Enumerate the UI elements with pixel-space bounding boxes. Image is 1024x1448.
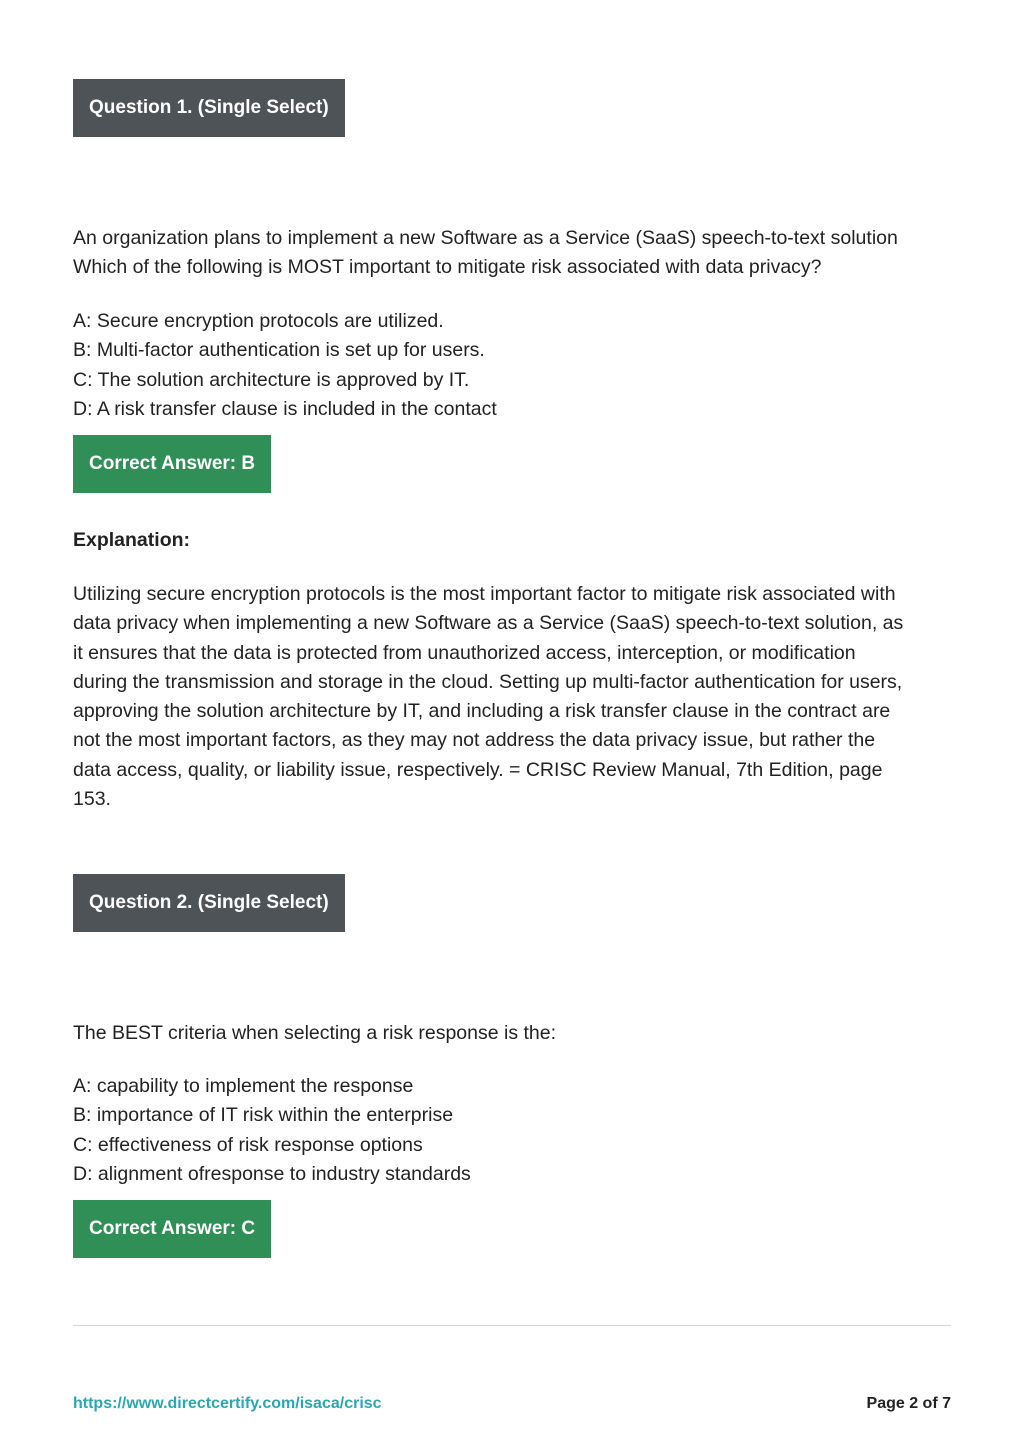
question-2-header <box>73 874 345 932</box>
question-1-stem <box>73 224 951 283</box>
explanation-heading-wrap <box>73 526 190 555</box>
option-b: B: Multi-factor authentication is set up for users. <box>73 339 485 362</box>
explanation-line: it ensures that the data is protected from unauthorized access, interception, or modification <box>73 641 856 664</box>
question-2-stem <box>73 1019 951 1048</box>
footer-divider <box>73 1325 951 1326</box>
option-d: D: A risk transfer clause is included in the contact <box>73 397 497 420</box>
explanation-line: data privacy when implementing a new Software as a Service (SaaS) speech-to-text solution, as <box>73 612 904 635</box>
option-c: C: The solution architecture is approved by IT. <box>73 368 470 391</box>
question-1-header <box>73 79 345 137</box>
question-title: Question 1. (Single Select) <box>73 79 345 137</box>
page-number: Page 2 of 7 <box>866 1395 951 1412</box>
question-1-options <box>73 307 951 424</box>
option-c: C: effectiveness of risk response options <box>73 1133 423 1156</box>
footer-url-link[interactable]: https://www.directcertify.com/isaca/crisc <box>73 1395 382 1412</box>
explanation-body <box>73 580 963 814</box>
option-a: A: Secure encryption protocols are utilized. <box>73 310 444 332</box>
question-2-answer <box>73 1200 271 1258</box>
correct-answer-badge: Correct Answer: C <box>73 1200 271 1258</box>
explanation-line: 153. <box>73 788 111 811</box>
question-stem-line: An organization plans to implement a new Software as a Service (SaaS) speech-to-text solution <box>73 227 898 249</box>
explanation-line: during the transmission and storage in the cloud. Setting up multi-factor authentication for users, <box>73 670 903 693</box>
question-1-answer <box>73 435 271 493</box>
option-b: B: importance of IT risk within the enterprise <box>73 1104 454 1127</box>
question-2-options <box>73 1072 951 1189</box>
explanation-line: approving the solution architecture by IT, and including a risk transfer clause in the contract are <box>73 700 891 723</box>
explanation-line: not the most important factors, as they may not address the data privacy issue, but rather the <box>73 729 876 752</box>
question-title: Question 2. (Single Select) <box>73 874 345 932</box>
option-d: D: alignment ofresponse to industry standards <box>73 1162 471 1185</box>
question-stem-line: The BEST criteria when selecting a risk response is the: <box>73 1022 557 1044</box>
option-a: A: capability to implement the response <box>73 1075 414 1097</box>
explanation-line: data access, quality, or liability issue, respectively. = CRISC Review Manual, 7th Edition, page <box>73 758 883 781</box>
explanation-heading: Explanation: <box>73 529 191 551</box>
correct-answer-badge: Correct Answer: B <box>73 435 271 493</box>
question-stem-line: Which of the following is MOST important to mitigate risk associated with data privacy? <box>73 256 822 279</box>
explanation-line: Utilizing secure encryption protocols is the most important factor to mitigate risk associated with <box>73 583 896 605</box>
